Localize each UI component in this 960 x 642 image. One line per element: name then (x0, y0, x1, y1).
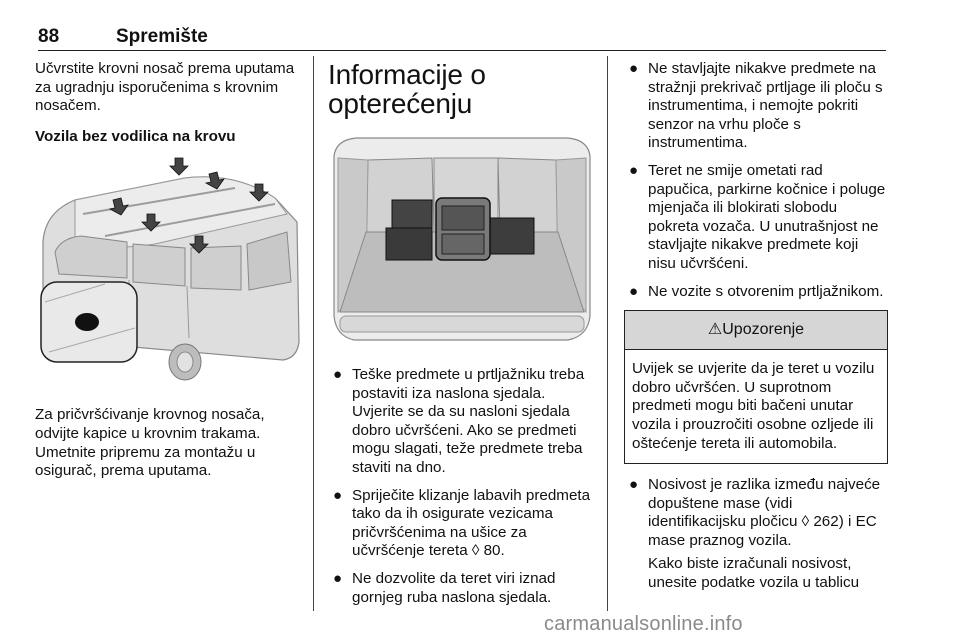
page-number: 88 (38, 26, 60, 47)
bullet-text: Ne vozite s otvorenim prtljažnikom. (648, 282, 884, 300)
bullet-text: Nosivost je razlika između najveće dopuštene mase (vidi identifikacijsku pločicu ◊ 262) i EC mase praznog vozila. (648, 476, 881, 549)
watermark: carmanualsonline.info (544, 613, 743, 635)
loading-bullets-continued (624, 60, 888, 301)
list-item: ● Teške predmete u prtljažniku treba postaviti iza naslona sjedala. Uvjerite se da su nasloni sjedala dobro učvršćeni. Ako se predmeti mogu slagati, teže predmete treba staviti na dno. (333, 366, 585, 476)
bullet-text: Ne dozvolite da teret viri iznad gornjeg ruba naslona sjedala. (352, 569, 556, 606)
intro-paragraph: Učvrstite krovni nosač prema uputama za ugradnju isporučenima s krovnim nosačem. (35, 60, 295, 115)
heading-line-1: Informacije o (328, 59, 486, 90)
column-divider-2 (607, 56, 608, 611)
column-divider-1 (313, 56, 314, 611)
bullet-text: Ne stavljajte nikakve predmete na stražnji prekrivač prtljage ili ploču s instrumentima, i nemojte pokriti senzor na vrhu ploče s instrumentima. (648, 60, 883, 152)
page-header (38, 26, 886, 51)
list-item: ● Spriječite klizanje labavih predmeta tako da ih osigurate vezicama pričvršćenima na ušice za učvršćenje tereta ◊ 80. (333, 486, 591, 560)
column-middle (328, 60, 600, 616)
cargo-area-illustration (328, 136, 594, 346)
heading-line-2: opterećenju (328, 88, 473, 119)
list-item: ● Nosivost je razlika između najveće dopuštene mase (vidi identifikacijsku pločicu ◊ 262) i EC mase praznog vozila. (629, 476, 881, 549)
roof-rack-illustration (35, 152, 305, 384)
list-item: ● Ne dozvolite da teret viri iznad gornjeg ruba naslona sjedala. (333, 569, 556, 606)
warning-box (624, 310, 888, 464)
column-right (624, 60, 888, 593)
list-item: ● Teret ne smije ometati rad papučica, parkirne kočnice i poluge mjenjača ili blokirati slobodu pokreta vozača. U unutrašnjost ne stavljajte nikakve predmete koji nisu učvršćeni. (629, 161, 886, 272)
warning-body: Uvijek se uvjerite da je teret u vozilu dobro učvršćen. U suprotnom predmeti mogu biti bačeni unutar vozila i prouzročiti osobne ozljede ili oštećenje tereta ili automobila. (632, 360, 875, 452)
warning-title-bar (625, 311, 887, 350)
section-title: Spremište (116, 26, 208, 47)
payload-continuation: Kako biste izračunali nosivost, unesite podatke vozila u tablicu (648, 555, 860, 592)
loading-bullets (328, 366, 600, 607)
illustration-caption: Za pričvršćivanje krovnog nosača, odvijte kapice u krovnim trakama. Umetnite pripremu za montažu u osigurač, prema uputama. (35, 406, 265, 480)
list-item: ● Ne vozite s otvorenim prtljažnikom. (629, 282, 884, 300)
warning-triangle-icon: ⚠ (707, 321, 723, 339)
payload-bullets (624, 476, 888, 550)
bullet-text: Teške predmete u prtljažniku treba postaviti iza naslona sjedala. Uvjerite se da su nasloni sjedala dobro učvršćeni. Ako se predmeti mogu slagati, teže predmete treba staviti na dno. (352, 366, 585, 476)
bullet-text: Spriječite klizanje labavih predmeta tako da ih osigurate vezicama pričvršćenima na ušice za učvršćenje tereta ◊ 80. (352, 486, 591, 560)
warning-title: Upozorenje (722, 321, 805, 339)
subheading: Vozila bez vodilica na krovu (35, 127, 236, 145)
bullet-text: Teret ne smije ometati rad papučica, parkirne kočnice i poluge mjenjača ili blokirati slobodu pokreta vozača. U unutrašnjost ne stavljajte nikakve predmete koji nisu učvršćeni. (648, 161, 886, 272)
column-left (35, 60, 305, 481)
list-item: ● Ne stavljajte nikakve predmete na stražnji prekrivač prtljage ili ploču s instrumentima, i nemojte pokriti senzor na vrhu ploče s instrumentima. (629, 60, 883, 152)
